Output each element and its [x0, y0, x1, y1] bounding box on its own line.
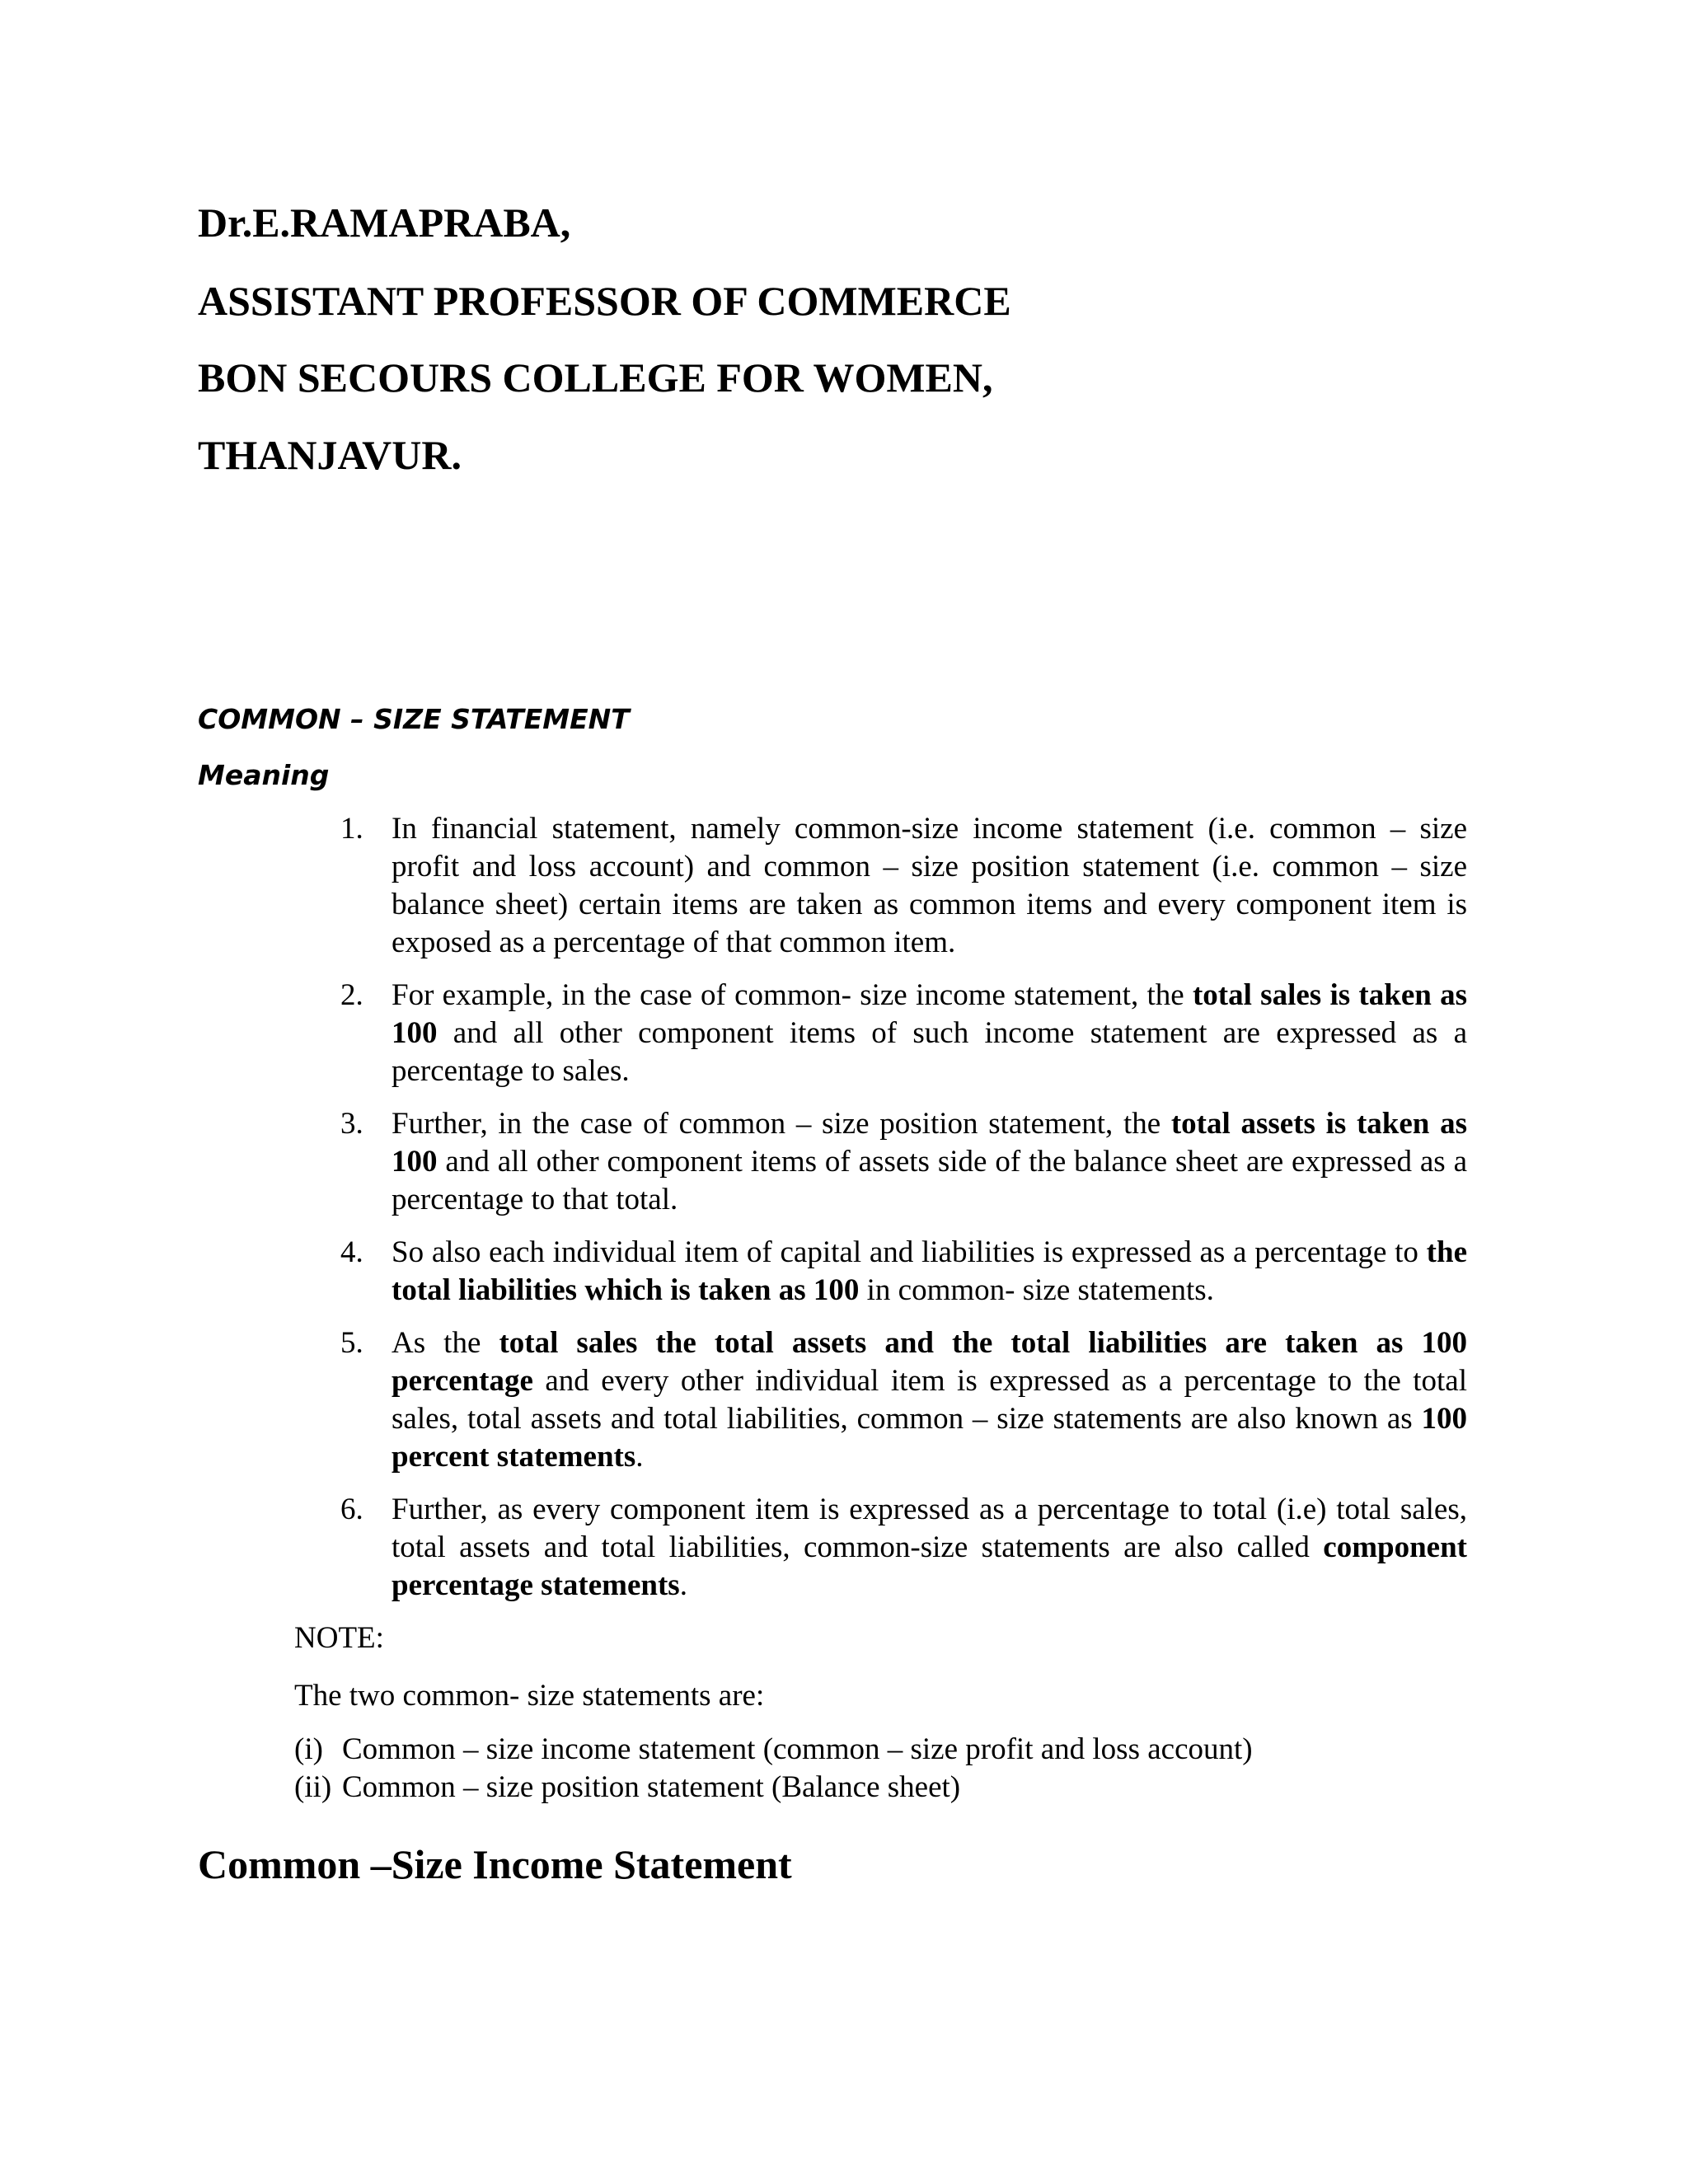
note-item-text: Common – size position statement (Balance sheet)	[342, 1770, 961, 1804]
note-item-number: (ii)	[294, 1770, 332, 1804]
list-item-bold-text: 100 percent statements	[392, 1402, 1467, 1474]
list-item	[340, 977, 1467, 1090]
list-item-bold-text: total sales is taken as 100	[392, 978, 1467, 1050]
list-item-text: Further, as every component item is expressed as a percentage to total (i.e) total sales, total assets and total liabilities, common-size statements are also called	[392, 1493, 1467, 1564]
list-item-number: 5.	[340, 1326, 363, 1360]
list-item-number: 4.	[340, 1235, 363, 1269]
note-label: NOTE:	[294, 1621, 384, 1655]
note-list	[294, 1731, 1253, 1807]
list-item-text: .	[679, 1568, 687, 1602]
list-item-bold-text: total sales the total assets and the total liabilities are taken as 100 percentage	[392, 1326, 1467, 1398]
note-intro: The two common- size statements are:	[294, 1679, 765, 1713]
list-item-bold-text: the total liabilities which is taken as 100	[392, 1235, 1467, 1307]
list-item-bold-text: component percentage statements	[392, 1530, 1467, 1602]
note-item-number: (i)	[294, 1732, 323, 1766]
author-city: THANJAVUR.	[198, 432, 462, 478]
author-designation: ASSISTANT PROFESSOR OF COMMERCE	[198, 278, 1011, 324]
list-item-text: and every other individual item is expressed as a percentage to the total sales, total assets and total liabilities, common – size statements are also known as	[392, 1364, 1467, 1436]
list-item-bold-text: total assets is taken as 100	[392, 1107, 1467, 1179]
list-item-number: 6.	[340, 1493, 363, 1526]
section-subtitle: Meaning	[198, 759, 330, 791]
list-item-text: and all other component items of such income statement are expressed as a percentage to sales.	[392, 1016, 1467, 1088]
author-institution: BON SECOURS COLLEGE FOR WOMEN,	[198, 354, 993, 401]
list-item-number: 2.	[340, 978, 363, 1012]
meaning-list	[340, 810, 1467, 1619]
list-item-text: and all other component items of assets side of the balance sheet are expressed as a percentage to that total.	[392, 1145, 1467, 1216]
note-item-text: Common – size income statement (common – size profit and loss account)	[342, 1732, 1253, 1766]
list-item-text: In financial statement, namely common-size income statement (i.e. common – size profit and loss account) and common – size position statement (i.e. common – size balance sheet) certain items are taken as common items and every component item is exposed as a percentage of that common item.	[392, 812, 1467, 959]
list-item-text: As the	[392, 1326, 499, 1360]
list-item-text: .	[635, 1440, 644, 1474]
list-item	[340, 810, 1467, 962]
list-item-text: So also each individual item of capital and liabilities is expressed as a percentage to	[392, 1235, 1427, 1269]
author-name: Dr.E.RAMAPRABA,	[198, 199, 571, 246]
section-heading: Common –Size Income Statement	[198, 1841, 792, 1887]
list-item	[340, 1491, 1467, 1605]
section-title: COMMON – SIZE STATEMENT	[198, 703, 630, 735]
list-item-number: 3.	[340, 1107, 363, 1141]
list-item	[340, 1234, 1467, 1310]
note-item	[294, 1731, 1253, 1769]
note-item	[294, 1769, 1253, 1807]
list-item-text: For example, in the case of common- size income statement, the	[392, 978, 1193, 1012]
list-item-number: 1.	[340, 812, 363, 846]
list-item-text: in common- size statements.	[859, 1273, 1214, 1307]
list-item	[340, 1105, 1467, 1219]
list-item	[340, 1324, 1467, 1476]
list-item-text: Further, in the case of common – size position statement, the	[392, 1107, 1171, 1141]
